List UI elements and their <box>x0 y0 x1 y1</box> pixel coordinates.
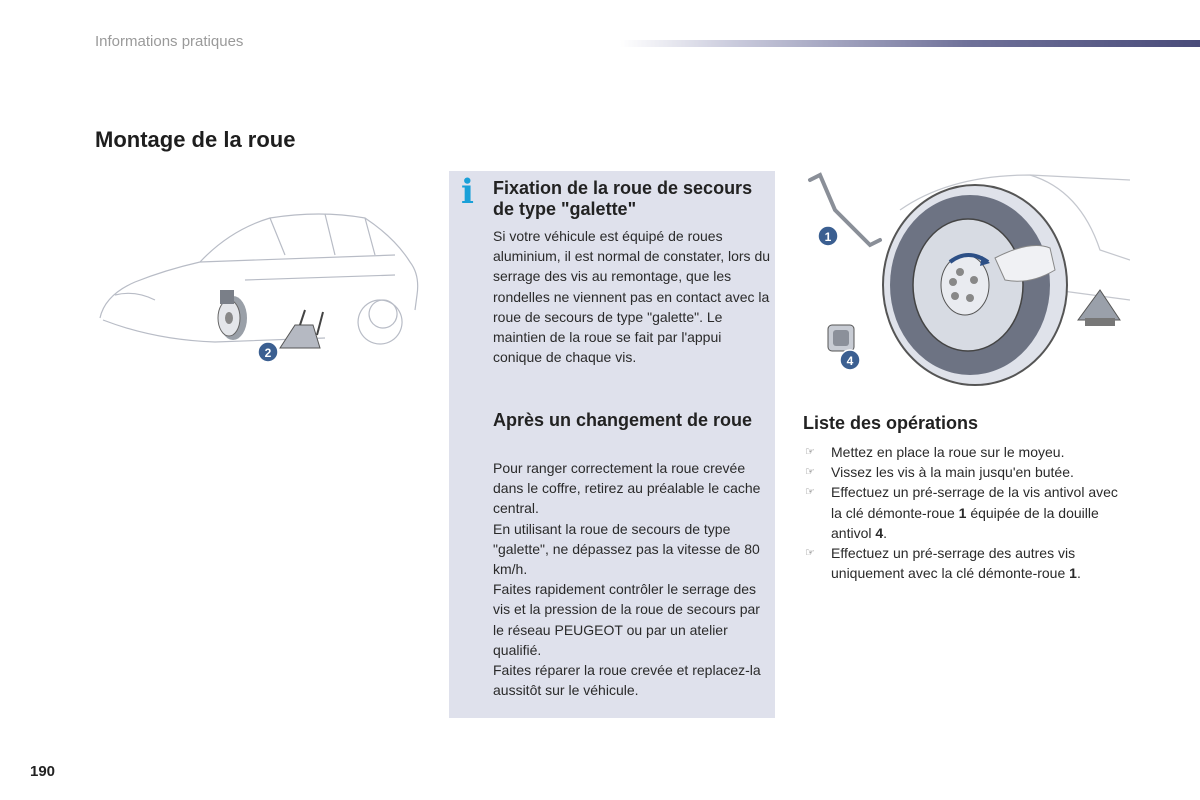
operations-heading: Liste des opérations <box>803 413 979 433</box>
wheel-brace-ref: 1 <box>958 504 967 521</box>
callout-badge-1 <box>818 226 838 246</box>
info-paragraph: Pour ranger correctement la roue crevée dans le coffre, retirez au préalable le cache central. <box>493 460 761 517</box>
info-panel <box>449 171 775 718</box>
hand-pointer-icon: ☞ <box>805 486 815 499</box>
operation-text: Effectuez un pré-serrage des autres vis uniquement avec la clé démonte-roue <box>831 545 1076 582</box>
brake-disc-icon <box>218 290 247 340</box>
operation-text: Effectuez un pré-serrage de la vis antivol avec la clé démonte-roue <box>831 484 1118 521</box>
info-paragraph: Faites réparer la roue crevée et replacez-la aussitôt sur le véhicule. <box>493 662 761 699</box>
info-text-after-change <box>493 458 771 700</box>
car-jack-illustration <box>95 200 425 375</box>
header-rule <box>620 40 1200 47</box>
hand-pointer-icon: ☞ <box>805 446 815 458</box>
info-paragraph: Faites rapidement contrôler le serrage des vis et la pression de la roue de secours par le réseau PEUGEOT ou par un atelier qualifié. <box>493 581 760 658</box>
operation-text: . <box>1076 565 1081 582</box>
hand-pointer-icon: ☞ <box>805 547 815 560</box>
svg-text:4: 4 <box>846 354 854 368</box>
info-paragraph: En utilisant la roue de secours de type "galette", ne dépassez pas la vitesse de 80 km/h. <box>493 520 760 578</box>
page-number: 190 <box>30 763 56 780</box>
wheel-brace-ref: 1 <box>1069 565 1077 582</box>
svg-text:2: 2 <box>264 346 272 360</box>
info-heading-spare-wheel: Fixation de la roue de secours de type "galette" <box>493 178 753 219</box>
operation-text: Mettez en place la roue sur le moyeu. <box>831 444 1065 460</box>
jack-icon <box>1078 290 1120 326</box>
info-icon: i <box>461 172 474 212</box>
operation-text: . <box>883 524 888 541</box>
operation-item <box>803 462 1123 482</box>
svg-text:1: 1 <box>824 230 832 244</box>
info-heading-after-change: Après un changement de roue <box>493 410 753 430</box>
wheel-mounting-illustration <box>800 170 1130 395</box>
callout-badge <box>258 342 278 362</box>
info-text-spare-wheel: Si votre véhicule est équipé de roues aluminium, il est normal de constater, lors du serrage des vis au remontage, que les rondelles ne viennent pas en contact avec la roue de secours de type "galette". Le maintien de la roue se fait par l'appui conique de chaque vis. <box>493 228 771 366</box>
operation-item <box>803 442 1123 462</box>
antitheft-socket-ref: 4 <box>875 524 884 541</box>
section-label: Informations pratiques <box>95 33 244 50</box>
page-title: Montage de la roue <box>95 127 296 152</box>
operation-item <box>803 543 1123 583</box>
spare-wheel-icon <box>883 185 1067 385</box>
hand-pointer-icon: ☞ <box>805 466 815 479</box>
jack-icon <box>280 310 323 348</box>
callout-badge-4 <box>840 350 860 370</box>
antitheft-socket-icon <box>828 325 854 351</box>
operation-item <box>803 482 1123 543</box>
operations-list <box>803 442 1123 583</box>
operation-text: équipée de la douille antivol <box>831 504 1099 541</box>
operation-text: Vissez les vis à la main jusqu'en butée. <box>831 464 1074 481</box>
